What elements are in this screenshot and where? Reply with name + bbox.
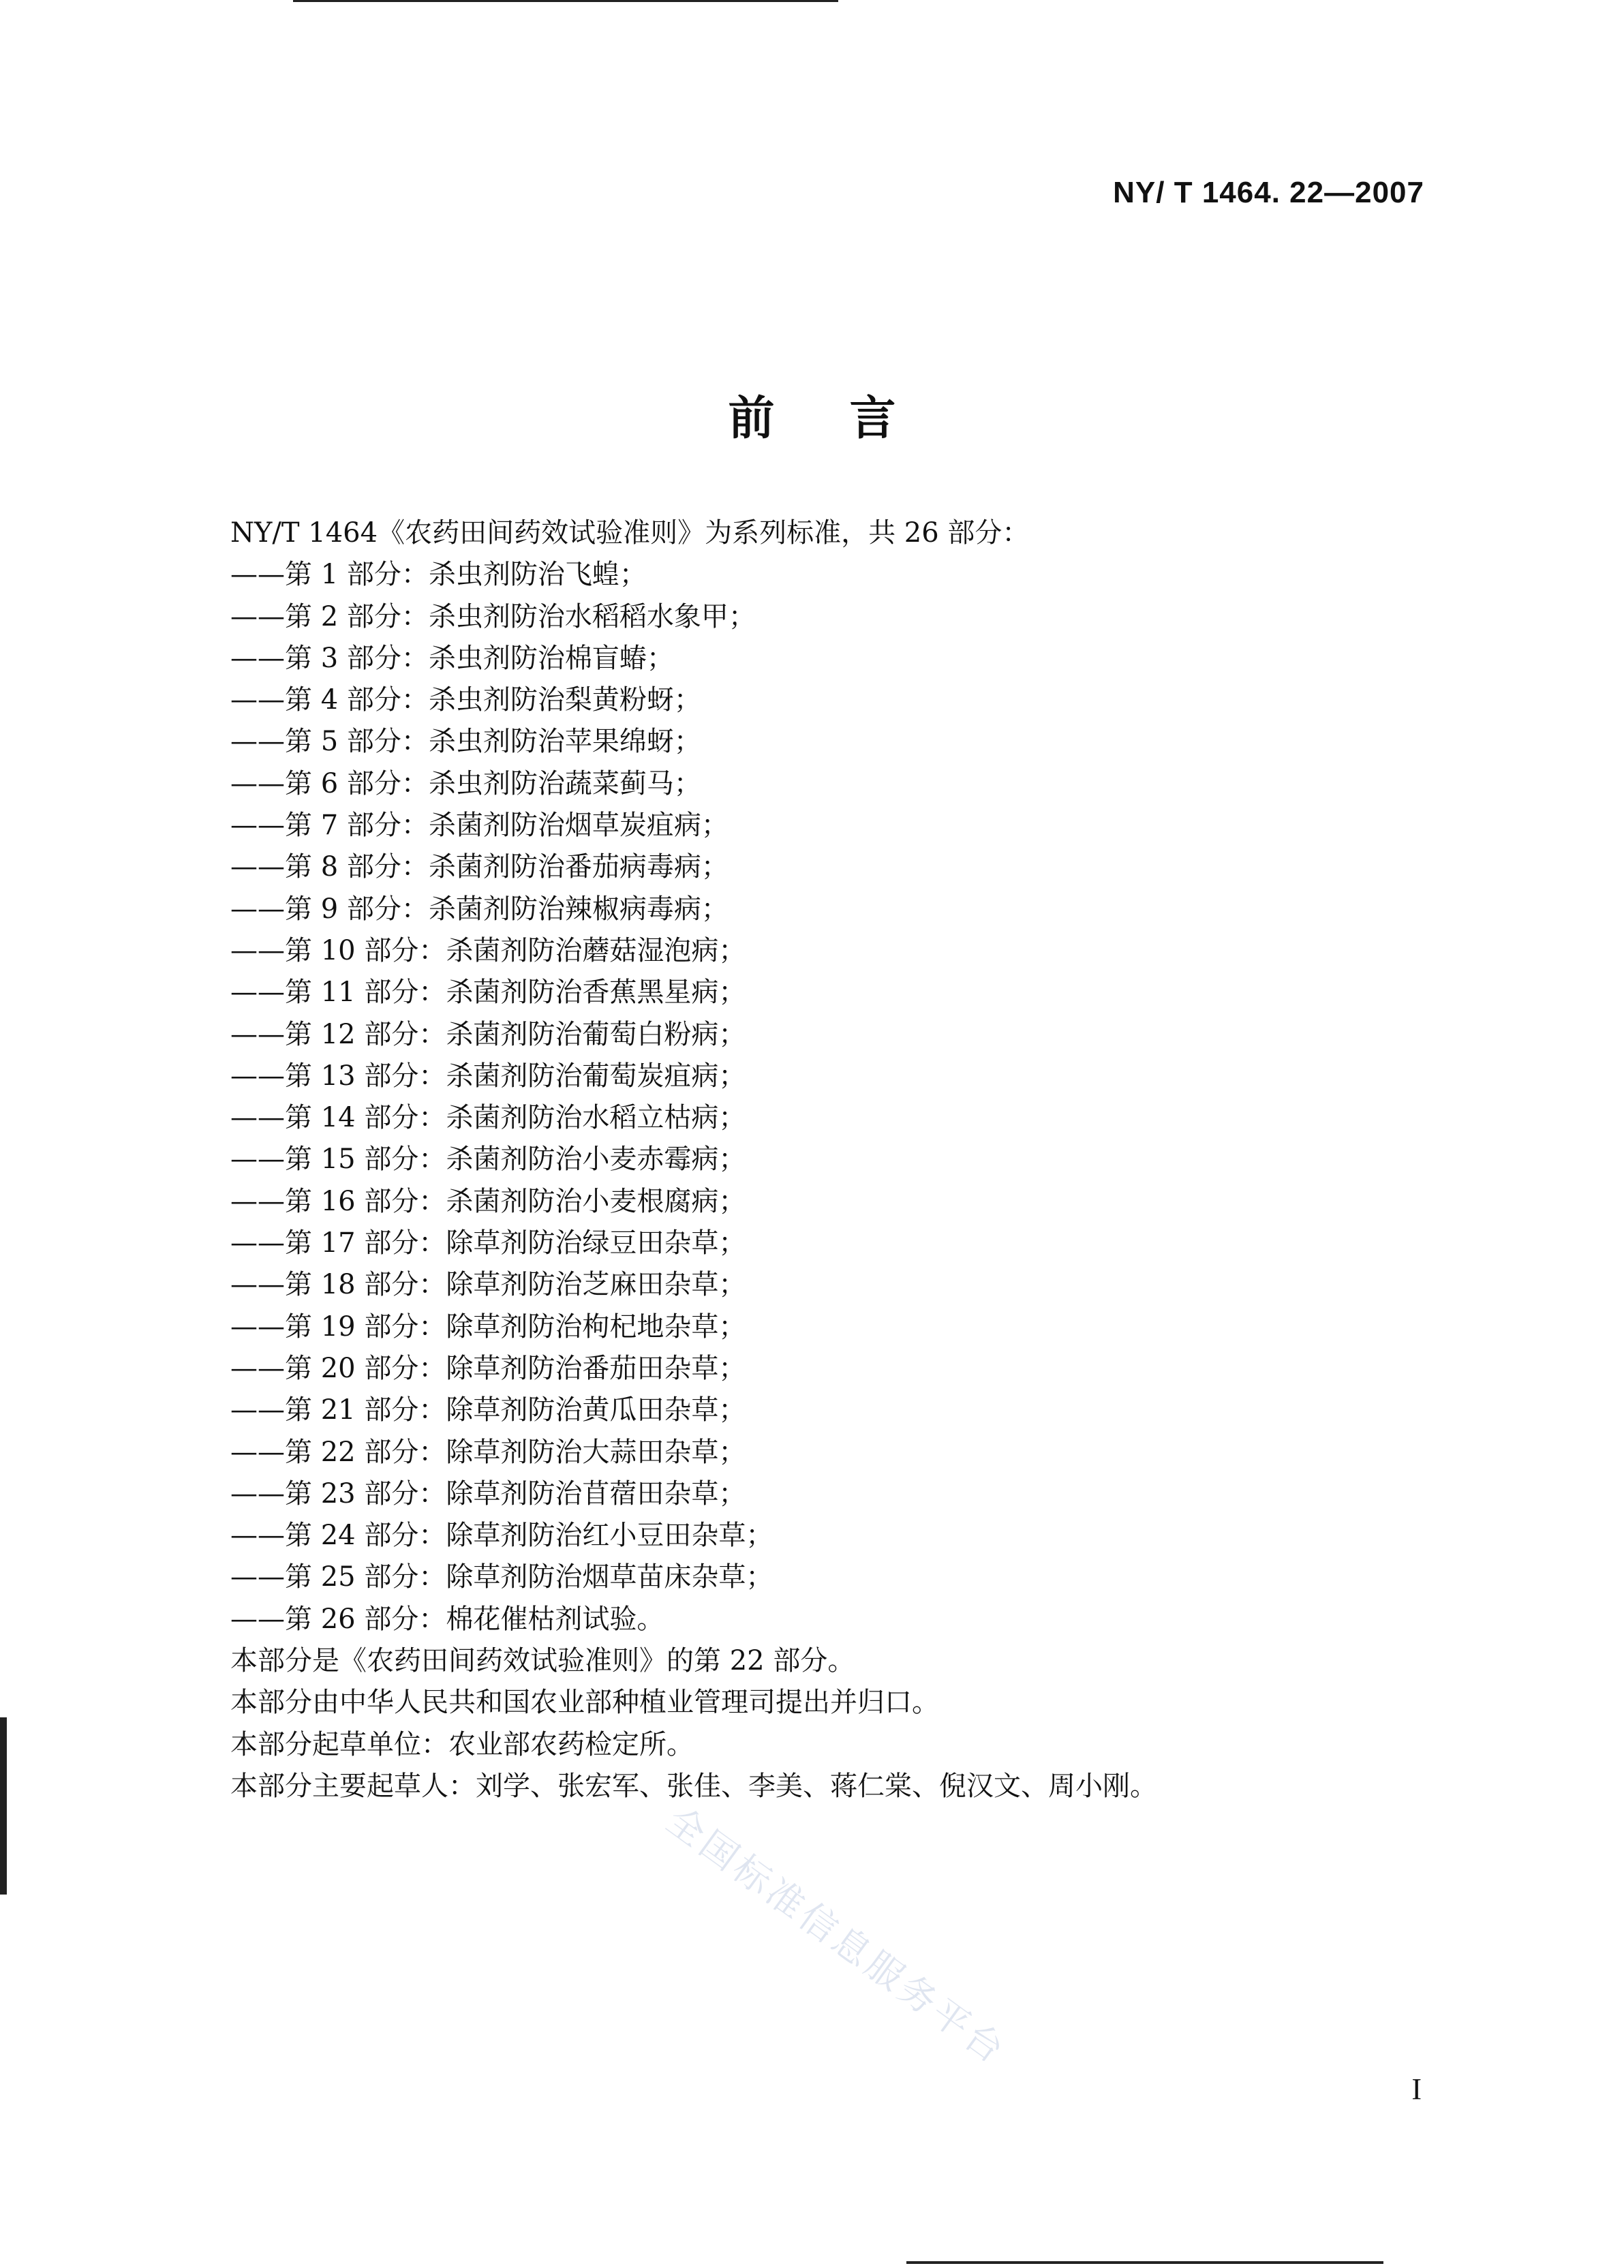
part-list-item: ——第 4 部分：杀虫剂防治梨黄粉蚜； xyxy=(230,684,701,716)
part-list-item: ——第 12 部分：杀菌剂防治葡萄白粉病； xyxy=(230,1018,746,1050)
note-paragraph: 本部分主要起草人：刘学、张宏军、张佳、李美、蒋仁棠、倪汉文、周小刚。 xyxy=(230,1770,1157,1802)
part-list-item: ——第 20 部分：除草剂防治番茄田杂草； xyxy=(230,1352,746,1384)
part-list-item: ——第 9 部分：杀菌剂防治辣椒病毒病； xyxy=(230,893,729,925)
part-list-item: ——第 7 部分：杀菌剂防治烟草炭疽病； xyxy=(230,810,729,842)
part-list-item: ——第 13 部分：杀菌剂防治葡萄炭疽病； xyxy=(230,1060,746,1092)
part-list-item: ——第 14 部分：杀菌剂防治水稻立枯病； xyxy=(230,1102,746,1134)
part-list-item: ——第 16 部分：杀菌剂防治小麦根腐病； xyxy=(230,1185,746,1217)
watermark: 全国标准信息服务平台 xyxy=(658,1798,1015,2074)
part-list-item: ——第 1 部分：杀虫剂防治飞蝗； xyxy=(230,559,647,591)
part-list-item: ——第 23 部分：除草剂防治苜蓿田杂草； xyxy=(230,1477,746,1510)
standard-code: NY/ T 1464. 22—2007 xyxy=(1113,176,1424,209)
note-paragraph: 本部分起草单位：农业部农药检定所。 xyxy=(230,1728,694,1760)
part-list-item: ——第 5 部分：杀虫剂防治苹果绵蚜； xyxy=(230,726,701,758)
scan-artifact-bottom xyxy=(906,2261,1383,2264)
part-list-item: ——第 15 部分：杀菌剂防治小麦赤霉病； xyxy=(230,1144,746,1176)
part-list-item: ——第 2 部分：杀虫剂防治水稻稻水象甲； xyxy=(230,600,756,632)
part-list-item: ——第 25 部分：除草剂防治烟草苗床杂草； xyxy=(230,1561,773,1593)
note-paragraph: 本部分是《农药田间药效试验准则》的第 22 部分。 xyxy=(230,1645,855,1677)
part-list-item: ——第 22 部分：除草剂防治大蒜田杂草； xyxy=(230,1436,746,1468)
part-list-item: ——第 19 部分：除草剂防治枸杞地杂草； xyxy=(230,1311,746,1343)
page-title: 前言 xyxy=(728,392,971,446)
part-list-item: ——第 18 部分：除草剂防治芝麻田杂草； xyxy=(230,1269,746,1301)
part-list-item: ——第 8 部分：杀菌剂防治番茄病毒病； xyxy=(230,851,729,883)
scan-artifact-top xyxy=(293,0,838,2)
part-list-item: ——第 21 部分：除草剂防治黄瓜田杂草； xyxy=(230,1394,746,1426)
note-paragraph: 本部分由中华人民共和国农业部种植业管理司提出并归口。 xyxy=(230,1687,939,1719)
intro-paragraph: NY/T 1464《农药田间药效试验准则》为系列标准，共 26 部分： xyxy=(230,517,1030,549)
scan-artifact-left xyxy=(0,1717,7,1895)
part-list-item: ——第 6 部分：杀虫剂防治蔬菜蓟马； xyxy=(230,767,701,799)
page-number: I xyxy=(1411,2072,1422,2106)
part-list-item: ——第 17 部分：除草剂防治绿豆田杂草； xyxy=(230,1227,746,1259)
part-list-item: ——第 11 部分：杀菌剂防治香蕉黑星病； xyxy=(230,977,746,1009)
part-list-item: ——第 3 部分：杀虫剂防治棉盲蝽； xyxy=(230,642,674,674)
part-list-item: ——第 26 部分：棉花催枯剂试验。 xyxy=(230,1603,664,1635)
part-list-item: ——第 10 部分：杀菌剂防治蘑菇湿泡病； xyxy=(230,934,746,966)
part-list-item: ——第 24 部分：除草剂防治红小豆田杂草； xyxy=(230,1520,773,1552)
foreword-body xyxy=(230,512,1430,1807)
